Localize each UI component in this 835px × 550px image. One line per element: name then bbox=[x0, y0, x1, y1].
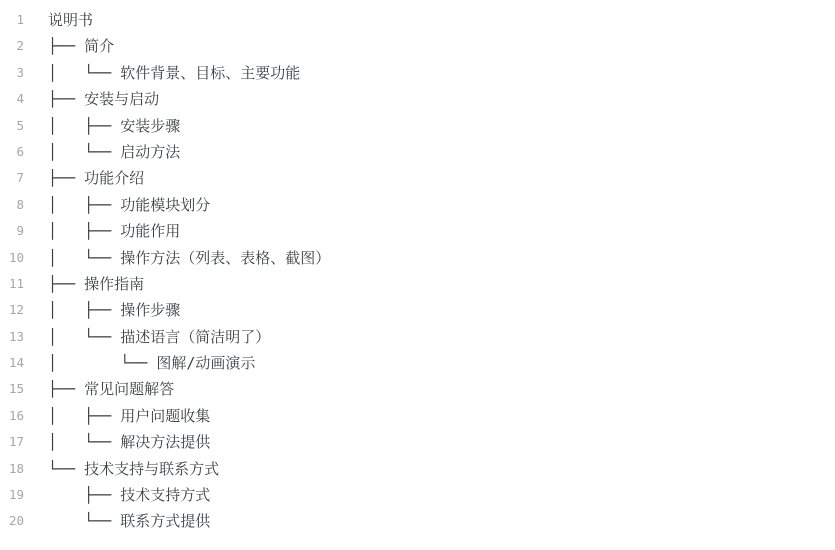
line-number: 11 bbox=[8, 275, 24, 291]
code-line[interactable] bbox=[0, 482, 835, 508]
code-line[interactable] bbox=[0, 297, 835, 323]
line-number: 14 bbox=[8, 355, 24, 371]
line-number: 5 bbox=[16, 117, 24, 133]
code-line[interactable] bbox=[0, 429, 835, 455]
line-number: 8 bbox=[16, 196, 24, 212]
line-content: ├── 操作指南 bbox=[48, 274, 145, 293]
line-number: 1 bbox=[16, 12, 24, 27]
line-number: 2 bbox=[16, 38, 24, 54]
line-number: 4 bbox=[16, 91, 24, 107]
code-line[interactable] bbox=[0, 139, 835, 165]
line-content: ├── 安装与启动 bbox=[48, 90, 160, 109]
line-content: ├── 功能介绍 bbox=[48, 169, 145, 188]
line-content: │ └── 描述语言（简洁明了） bbox=[48, 327, 271, 346]
code-line[interactable] bbox=[0, 60, 835, 86]
code-line[interactable] bbox=[0, 192, 835, 218]
line-content: │ ├── 功能作用 bbox=[48, 222, 181, 241]
line-number: 10 bbox=[8, 249, 24, 265]
line-number: 17 bbox=[8, 434, 24, 450]
line-number: 3 bbox=[16, 64, 24, 80]
code-line[interactable] bbox=[0, 113, 835, 139]
line-number: 16 bbox=[8, 407, 24, 423]
line-number: 6 bbox=[16, 143, 24, 159]
code-line[interactable] bbox=[0, 165, 835, 191]
line-content: │ └── 操作方法（列表、表格、截图） bbox=[48, 248, 331, 267]
code-line[interactable] bbox=[0, 376, 835, 402]
line-number: 19 bbox=[8, 487, 24, 503]
line-number: 20 bbox=[8, 513, 24, 529]
line-number: 12 bbox=[8, 302, 24, 318]
line-content: │ ├── 用户问题收集 bbox=[48, 406, 211, 425]
code-line[interactable] bbox=[0, 324, 835, 350]
line-number: 9 bbox=[16, 223, 24, 239]
code-line[interactable] bbox=[0, 245, 835, 271]
line-content: │ ├── 操作步骤 bbox=[48, 301, 181, 320]
line-content: │ └── 图解/动画演示 bbox=[48, 354, 256, 373]
code-line[interactable] bbox=[0, 218, 835, 244]
line-number: 15 bbox=[8, 381, 24, 397]
line-content: ├── 技术支持方式 bbox=[48, 486, 211, 505]
code-line[interactable] bbox=[0, 271, 835, 297]
code-line[interactable] bbox=[0, 86, 835, 112]
code-line[interactable] bbox=[0, 508, 835, 534]
line-content: 说明书 bbox=[48, 11, 94, 29]
code-line[interactable] bbox=[0, 350, 835, 376]
line-content: ├── 简介 bbox=[48, 37, 115, 56]
line-list bbox=[0, 7, 835, 535]
code-line[interactable] bbox=[0, 403, 835, 429]
line-content: │ ├── 功能模块划分 bbox=[48, 195, 211, 214]
line-content: └── 联系方式提供 bbox=[48, 512, 211, 531]
line-number: 18 bbox=[8, 460, 24, 476]
code-line[interactable] bbox=[0, 33, 835, 59]
line-content: │ └── 软件背景、目标、主要功能 bbox=[48, 63, 301, 82]
line-content: ├── 常见问题解答 bbox=[48, 380, 175, 399]
line-content: │ └── 启动方法 bbox=[48, 142, 181, 161]
line-number: 13 bbox=[8, 328, 24, 344]
code-line[interactable] bbox=[0, 456, 835, 482]
line-content: │ ├── 安装步骤 bbox=[48, 116, 181, 135]
line-content: └── 技术支持与联系方式 bbox=[48, 459, 220, 478]
line-number: 7 bbox=[16, 170, 24, 186]
code-line[interactable] bbox=[0, 7, 835, 33]
line-content: │ └── 解决方法提供 bbox=[48, 433, 211, 452]
